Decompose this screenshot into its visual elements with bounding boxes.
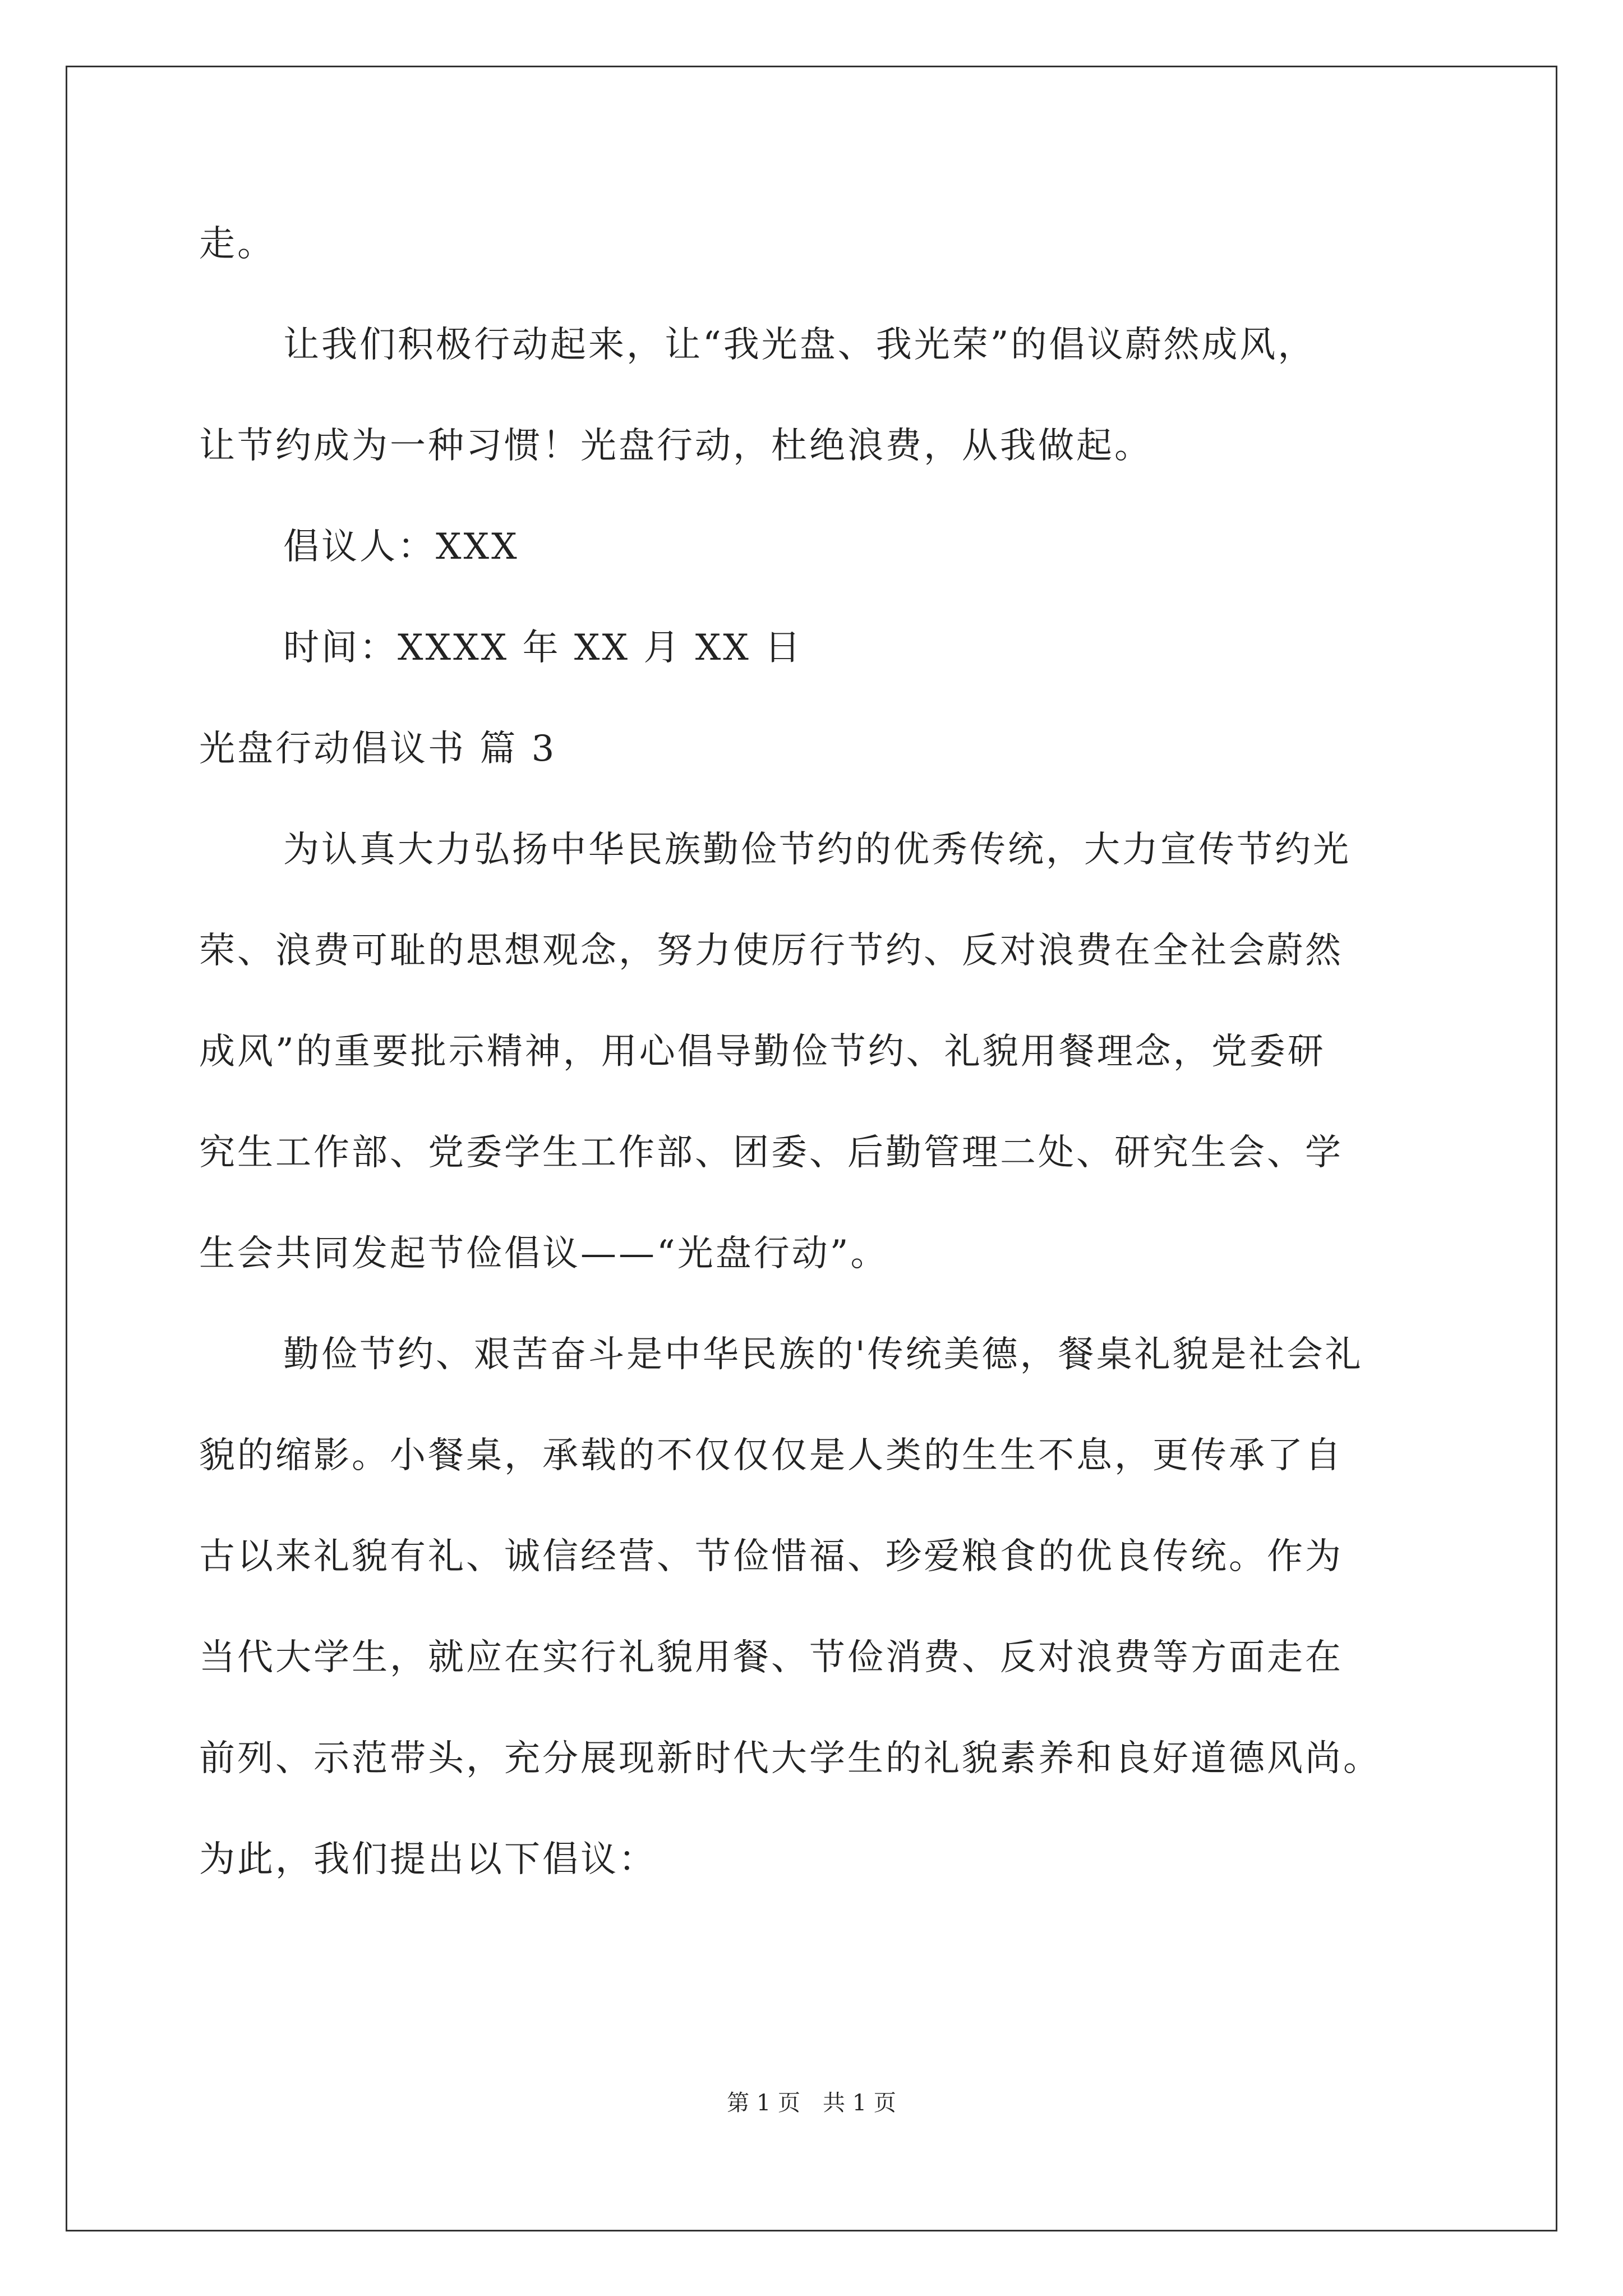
paragraph-line: 成风”的重要批示精神，用心倡导勤俭节约、礼貌用餐理念，党委研 — [199, 1031, 1326, 1073]
paragraph-line: 走。 — [199, 223, 275, 265]
paragraph-line: 当代大学生，就应在实行礼貌用餐、节俭消费、反对浪费等方面走在 — [199, 1637, 1343, 1678]
paragraph-line: 生会共同发起节俭倡议——“光盘行动”。 — [199, 1233, 889, 1274]
page-footer: 第 1 页 共 1 页 — [727, 2090, 896, 2116]
paragraph-line: 时间：XXXX 年 XX 月 XX 日 — [283, 627, 803, 669]
paragraph-line: 荣、浪费可耻的思想观念，努力使厉行节约、反对浪费在全社会蔚然 — [199, 930, 1343, 972]
paragraph-line: 让我们积极行动起来，让“我光盘、我光荣”的倡议蔚然成风， — [283, 324, 1316, 366]
paragraph-line: 勤俭节约、艰苦奋斗是中华民族的'传统美德，餐桌礼貌是社会礼 — [283, 1334, 1363, 1375]
paragraph-line: 古以来礼貌有礼、诚信经营、节俭惜福、珍爱粮食的优良传统。作为 — [199, 1536, 1343, 1577]
section-heading: 光盘行动倡议书 篇 3 — [199, 728, 557, 770]
paragraph-line: 为此，我们提出以下倡议： — [199, 1839, 657, 1880]
paragraph-line: 究生工作部、党委学生工作部、团委、后勤管理二处、研究生会、学 — [199, 1132, 1343, 1174]
paragraph-line: 为认真大力弘扬中华民族勤俭节约的优秀传统，大力宣传节约光 — [283, 829, 1351, 871]
paragraph-line: 让节约成为一种习惯！光盘行动，杜绝浪费，从我做起。 — [199, 425, 1152, 467]
paragraph-line: 前列、示范带头，充分展现新时代大学生的礼貌素养和良好道德风尚。 — [199, 1738, 1381, 1779]
paragraph-line: 倡议人：XXX — [283, 526, 519, 568]
paragraph-line: 貌的缩影。小餐桌，承载的不仅仅仅是人类的生生不息，更传承了自 — [199, 1435, 1343, 1476]
